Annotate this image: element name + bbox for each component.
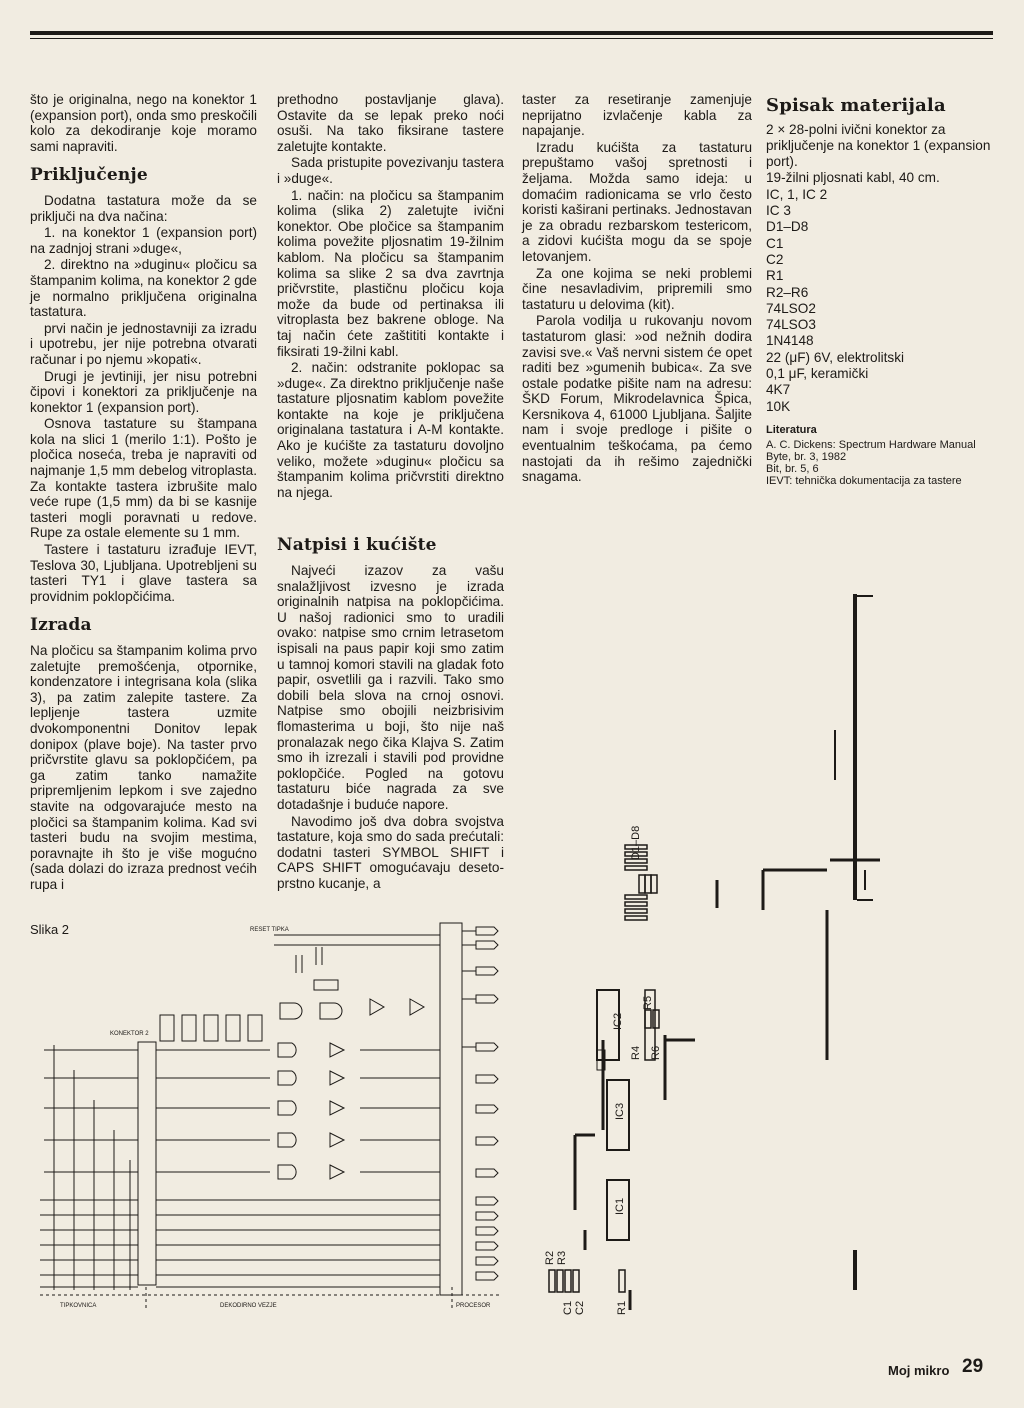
literature-list <box>766 439 994 488</box>
list-item: 74LSO2 <box>766 300 816 316</box>
paragraph: Najveći izazov za vašu snalažljivost izvesno je izrada originalnih natpisa na poklopčićima. U našoj radionici smo to uradili ovako: natpise smo crnim letrasetom ispisali na paus papir koji smo zatim u tamnoj komori stavili na gladak foto papir, osvetlili ga i razvili. Tako smo dobili bela slova na crnoj osnovi. Natpise smo obojili neizbrisivim flomasterima u boji, što nije naš pronalazak nego čika Klajva S. Zatim smo ih izrezali i stavili pod providne poklopčiće. Pogled na gotovu tastaturu biće nagrada za sve dotadašnje i buduće napore. <box>277 563 504 812</box>
list-item: 74LSO3 <box>766 317 816 333</box>
list-item: 4K7 <box>766 382 791 398</box>
heading-natpisi: Natpisi i kućište <box>277 535 437 556</box>
pcb-label-ic3: IC3 <box>614 1102 626 1120</box>
list-item: Byte, br. 3, 1982 <box>766 450 847 463</box>
paragraph: što je originalna, nego na konektor 1 (expansion port), onda smo preskočili kolo za dekodiranje koje moramo sami napraviti. <box>30 92 257 154</box>
paragraph: 1. način: na pločicu sa štampanim kolima (slika 2) zaletujte ivični konektor. Obe pločice sa štampanim kolima povežite pljosnatim 19-žilnim kablom. Na pločicu sa štampanim kolima sa slike 2 sa dva zavrtnja pričvrstite, plastičnu pločicu koja može da bude od pertinaksa ili vitroplasta bez bakrene obloge. Na taj način ćete zaštititi kontakte i fiksirati 19-žilni kabl. <box>277 187 504 359</box>
list-item: R1 <box>766 268 784 284</box>
heading-izrada: Izrada <box>30 615 92 636</box>
pcb-label-r3: R3 <box>556 1250 568 1265</box>
heading-spisak: Spisak materijala <box>766 95 946 116</box>
pcb-label-r4: R4 <box>630 1045 642 1060</box>
list-item: Bit, br. 5, 6 <box>766 462 819 475</box>
pcb-label-ic1: IC1 <box>614 1197 626 1215</box>
list-item: C2 <box>766 251 784 267</box>
pcb-label-r6: R6 <box>650 1045 662 1060</box>
list-item: IC 3 <box>766 203 791 219</box>
paragraph: Osnova tastature su štampana kola na slici 1 (merilo 1:1). Pošto je pločica noseća, treba je napraviti od najmanje 1,5 mm debelog vitroplasta. Za kontakte tastera izbrušite malo veće rupe (1,5 mm) da bi se kasnije tasteri mogli poravnati u redove. Rupe za ostale elemente su 1 mm. <box>30 416 257 541</box>
paragraph: 2. način: odstranite poklopac sa »duge«. Za direktno priključenje naše tastature pljosnatim kablom povežite kontakte na koje je priključena originalana tastatura i A-M kontakte. Ako je kućište za tastaturu dovoljno veliko, možete »duginu« pločicu sa štampanim kolima pričvrstiti direktno na njega. <box>277 360 504 500</box>
paragraph: Dodatna tastatura može da se priključi na dva načina: <box>30 192 257 224</box>
list-item: R2–R6 <box>766 284 809 300</box>
paragraph: Tastere i tastaturu izrađuje IEVT, Teslova 30, Ljubljana. Upotrebljeni su tasteri TY1 i glave tastera sa providnim poklopčićima. <box>30 542 257 604</box>
decoder-label: DEKODIRNO VEZJE <box>220 1303 277 1309</box>
paragraph: prethodno postavljanje glava). Ostavite da se lepak preko noći osuši. Na tako fiksirane tastere zaletujte kontakte. <box>277 92 504 154</box>
pcb-label-ic2: IC2 <box>612 1012 624 1030</box>
paragraph: Sada pristupite povezivanju tastera i »duge«. <box>277 155 504 186</box>
paragraph: Za one kojima se neki problemi čine nesavladivim, pripremili smo tastaturu u delovima (kit). <box>522 265 752 312</box>
list-item: A. C. Dickens: Spectrum Hardware Manual <box>766 438 976 451</box>
list-item: 22 (μF) 6V, elektrolitski <box>766 349 905 365</box>
list-item: 0,1 μF, keramički <box>766 366 869 382</box>
list-item: 2 × 28-polni ivični konektor za priključenje na konektor 1 (expansion port). <box>766 121 991 170</box>
paragraph: Na pločicu sa štampanim kolima prvo zaletujte premošćenja, otpornike, kondenzatore i integrisana kola (slika 3), pa zatim zalepite tastere. Za lepljenje tastera uzmite dvokomponentni Donitov lepak donipox (plave boje). Na taster prvo pričvrstite glavu sa poklopčićem, pa ga zatim tanko namažite pripremljenim lepkom i sve zajedno stavite na odgovarajuće mesto na pločici sa štampanim kolima. Kad svi tasteri budu na svojim mestima, poravnajte ih što je više mogućno (sada dolazi do izraza prednost većih rupa i <box>30 643 257 892</box>
pcb-label-c1: C1 <box>562 1300 574 1315</box>
column-3 <box>522 92 752 486</box>
paragraph: taster za resetiranje zamenjuje neprijatno izvlačenje kabla za napajanje. <box>522 92 752 139</box>
list-item: 10K <box>766 398 791 414</box>
pcb-layout <box>535 590 880 1325</box>
list-item: IC, 1, IC 2 <box>766 186 828 202</box>
pcb-label-r5: R5 <box>642 995 654 1010</box>
literature-title: Literatura <box>766 423 817 436</box>
pcb-label-r2: R2 <box>544 1250 556 1265</box>
paragraph: 2. direktno na »duginu« pločicu sa štampanim kolima, na konektor 2 gde je normalno priključena originalna tastatura. <box>30 257 257 320</box>
heading-prikljucenje: Priključenje <box>30 165 148 186</box>
reset-label: RESET TIPKA <box>250 927 289 933</box>
column-2 <box>277 92 504 893</box>
pcb-label-r1: R1 <box>616 1300 628 1315</box>
connector-label: KONEKTOR 2 <box>110 1031 149 1037</box>
column-4 <box>766 92 994 487</box>
column-1 <box>30 92 257 894</box>
list-item: IEVT: tehnička dokumentacija za tastere <box>766 475 962 488</box>
list-item: C1 <box>766 235 784 251</box>
figure-caption: Slika 2 <box>30 922 70 937</box>
list-item: 19-žilni pljosnati kabl, 40 cm. <box>766 170 940 186</box>
page-number: 29 <box>962 1356 984 1377</box>
pcb-label-c2: C2 <box>574 1300 586 1315</box>
processor-label: PROCESOR <box>456 1303 491 1309</box>
keyboard-label: TIPKOVNICA <box>60 1303 97 1309</box>
paragraph: Izradu kućišta za tastaturu prepuštamo vašoj spretnosti i željama. Možda samo ideja: u domaćim radionicama se vrlo često koristi kaširani pertinaks. Jednostavan je za obradu rezbarskom testericom, a zidovi kućišta mogu da se spoje letovanjem. <box>522 139 752 264</box>
list-item: 1N4148 <box>766 333 814 349</box>
paragraph: 1. na konektor 1 (expansion port) na zadnjoj strani »duge«, <box>30 225 257 256</box>
magazine-name: Moj mikro <box>888 1363 950 1378</box>
paragraph: Drugi je jevtiniji, jer nisu potrebni čipovi i konektori za priključenje na konektor 1 (expansion port). <box>30 368 257 415</box>
paragraph: Parola vodilja u rukovanju novom tastaturom glasi: »od nežnih dodira zavisi sve.« Vaš nervni sistem će opet raditi bez »gumenih bubica«. Za sve ostale podatke pišite nam na adresu: ŠKD Forum, Mikrodelavnica Špica, Kersnikova 4, 61000 Ljubljana. Šaljite nam i svoje predloge i pišite o eventualnim teškoćama, pa ćemo nastojati da ih rešimo zajednički snagama. <box>522 313 752 485</box>
materials-list <box>766 122 994 415</box>
paragraph: prvi način je jednostavniji za izradu i upotrebu, jer nije potrebna otvarati računar i po njemu »kopati«. <box>30 320 257 367</box>
top-rule <box>30 31 993 35</box>
schematic-diagram <box>30 915 510 1310</box>
list-item: D1–D8 <box>766 219 809 235</box>
pcb-label-d1-d8: D1–D8 <box>630 825 642 860</box>
top-rule-thin <box>30 38 993 39</box>
paragraph: Navodimo još dva dobra svojstva tastature, koja smo do sada prećutali: dodatni tasteri SYMBOL SHIFT i CAPS SHIFT omogućavaju deseto-prstno kucanje, a <box>277 813 504 891</box>
